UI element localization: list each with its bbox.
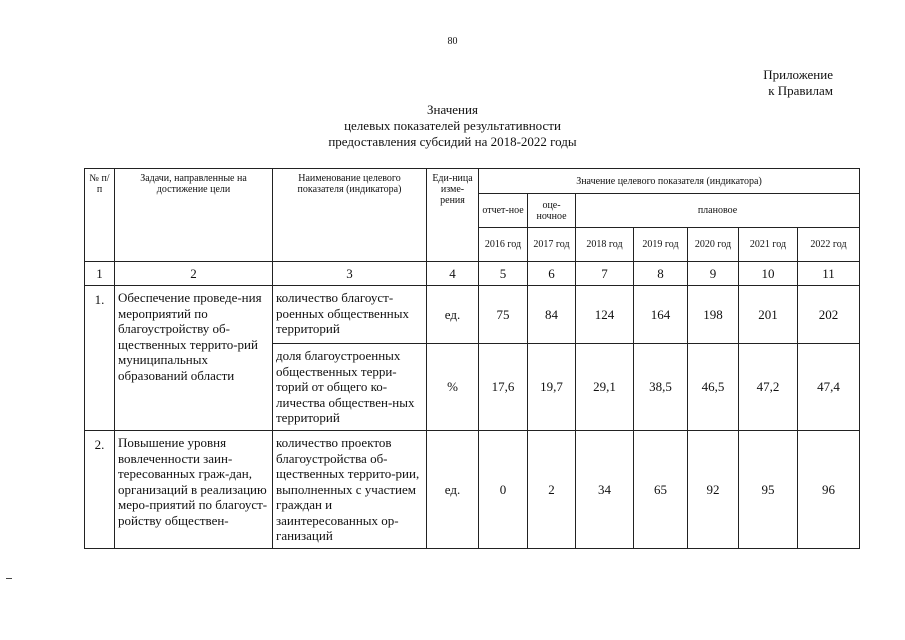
column-index: 6 [528, 262, 576, 286]
appendix-line-1: Приложение [763, 67, 833, 82]
row-task: Повышение уровня вовлеченности заин-тересованных граж-дан, организаций в реализацию меро-приятий по благоуст-ройству обществен- [115, 431, 273, 549]
value-cell: 96 [798, 431, 860, 549]
header-reported: отчет-ное [479, 194, 528, 228]
document-title [0, 102, 905, 150]
value-cell: 47,4 [798, 344, 860, 431]
indicator-name: количество благоуст-роенных общественных территорий [273, 286, 427, 344]
value-cell: 29,1 [576, 344, 634, 431]
header-value-group: Значение целевого показателя (индикатора) [479, 169, 860, 194]
header-tasks: Задачи, направленные на достижение цели [115, 169, 273, 262]
header-year: 2017 год [528, 228, 576, 262]
header-year: 2021 год [739, 228, 798, 262]
header-year: 2020 год [688, 228, 739, 262]
header-estimated: оце-ночное [528, 194, 576, 228]
page-number: 80 [447, 36, 458, 47]
value-cell: 46,5 [688, 344, 739, 431]
row-number: 2. [85, 431, 115, 549]
header-year: 2019 год [634, 228, 688, 262]
header-year: 2016 год [479, 228, 528, 262]
column-index: 3 [273, 262, 427, 286]
column-index: 11 [798, 262, 860, 286]
header-unit: Еди-ница изме-рения [427, 169, 479, 262]
header-year: 2022 год [798, 228, 860, 262]
column-index: 1 [85, 262, 115, 286]
title-line-3: предоставления субсидий на 2018-2022 годы [328, 134, 577, 149]
value-cell: 2 [528, 431, 576, 549]
column-index: 5 [479, 262, 528, 286]
value-cell: 198 [688, 286, 739, 344]
value-cell: 95 [739, 431, 798, 549]
header-planned: плановое [576, 194, 860, 228]
column-index: 9 [688, 262, 739, 286]
value-cell: 75 [479, 286, 528, 344]
value-cell: 92 [688, 431, 739, 549]
appendix-line-2: к Правилам [768, 83, 833, 98]
value-cell: 17,6 [479, 344, 528, 431]
value-cell: 164 [634, 286, 688, 344]
indicator-name: доля благоустроенных общественных терри-торий от общего ко-личества обществен-ных территорий [273, 344, 427, 431]
indicators-table [84, 168, 860, 549]
title-line-2: целевых показателей результативности [344, 118, 561, 133]
indicator-unit: ед. [427, 286, 479, 344]
value-cell: 0 [479, 431, 528, 549]
appendix-label [763, 67, 833, 99]
indicator-unit: % [427, 344, 479, 431]
indicator-name: количество проектов благоустройства об-щественных террито-рии, выполненных с участием граждан и заинтересованных ор-ганизаций [273, 431, 427, 549]
value-cell: 202 [798, 286, 860, 344]
scan-edge-mark [6, 578, 12, 579]
value-cell: 124 [576, 286, 634, 344]
value-cell: 38,5 [634, 344, 688, 431]
value-cell: 19,7 [528, 344, 576, 431]
header-year: 2018 год [576, 228, 634, 262]
header-num: № п/п [85, 169, 115, 262]
value-cell: 47,2 [739, 344, 798, 431]
value-cell: 201 [739, 286, 798, 344]
column-index: 8 [634, 262, 688, 286]
title-line-1: Значения [427, 102, 478, 117]
value-cell: 84 [528, 286, 576, 344]
value-cell: 34 [576, 431, 634, 549]
column-index: 7 [576, 262, 634, 286]
row-task: Обеспечение проведе-ния мероприятий по благоустройству об-щественных террито-рий муниципальных образований области [115, 286, 273, 431]
value-cell: 65 [634, 431, 688, 549]
indicator-unit: ед. [427, 431, 479, 549]
column-index: 2 [115, 262, 273, 286]
column-index: 4 [427, 262, 479, 286]
column-index: 10 [739, 262, 798, 286]
row-number: 1. [85, 286, 115, 431]
header-indicator: Наименование целевого показателя (индикатора) [273, 169, 427, 262]
